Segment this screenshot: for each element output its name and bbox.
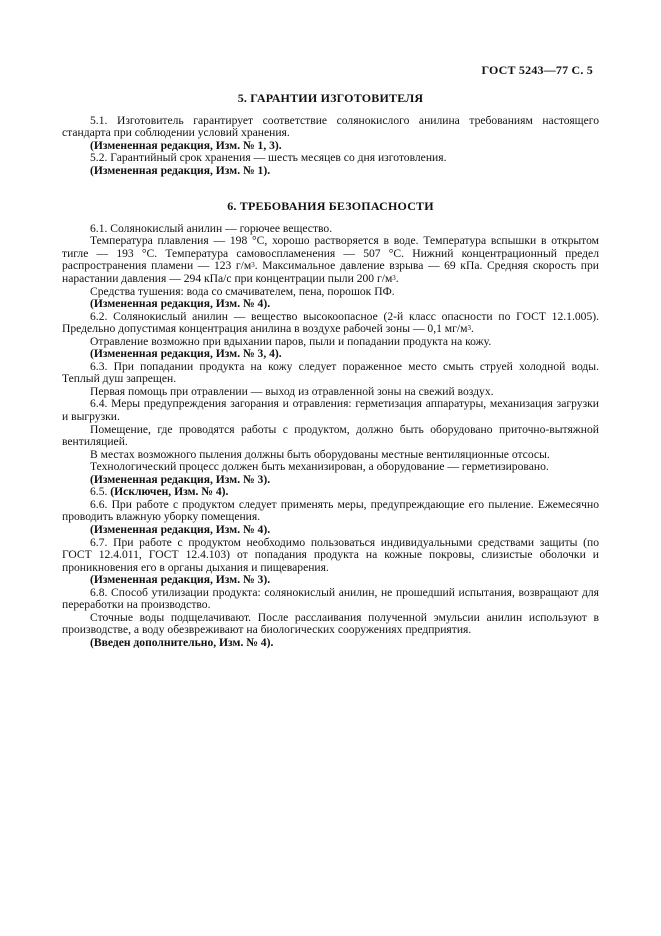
- paragraph-6-4: 6.4. Меры предупреждения загорания и отравления: герметизация аппаратуры, механизация загрузки и выгрузки.: [62, 397, 599, 424]
- properties-text-c: .: [395, 272, 399, 286]
- section-5-title: 5. ГАРАНТИИ ИЗГОТОВИТЕЛЯ: [237, 91, 424, 105]
- amendment-note: (Измененная редакция, Изм. № 3).: [90, 472, 271, 486]
- paragraph-extinguishing: Средства тушения: вода со смачивателем, пена, порошок ПФ.: [90, 284, 395, 298]
- paragraph-poisoning: Отравление возможно при вдыхании паров, пыли и попадании продукта на кожу.: [90, 334, 492, 348]
- superscript: 3: [392, 274, 396, 283]
- paragraph-wastewater: Сточные воды подщелачивают. После расслаивания полученной эмульсии анилин используют в производстве, а воду обезвреживают на биологических сооружениях предприятия.: [62, 610, 599, 637]
- amendment-note: (Измененная редакция, Изм. № 3).: [90, 573, 271, 587]
- document-body: [62, 92, 599, 649]
- paragraph-6-1: 6.1. Солянокислый анилин — горючее вещество.: [90, 221, 333, 235]
- amendment-note: (Измененная редакция, Изм. № 4).: [90, 522, 271, 536]
- paragraph-process: Технологический процесс должен быть механизирован, а оборудование — герметизировано.: [90, 460, 549, 474]
- paragraph-6-3: 6.3. При попадании продукта на кожу следует пораженное место смыть струей холодной воды. Теплый душ запрещен.: [62, 359, 599, 386]
- amendment-note: (Измененная редакция, Изм. № 4).: [90, 297, 271, 311]
- clause-number: 6.5.: [90, 485, 108, 499]
- amendment-note: (Измененная редакция, Изм. № 1).: [90, 163, 271, 177]
- amendment-note: (Измененная редакция, Изм. № 1, 3).: [90, 138, 282, 152]
- section-6-title: 6. ТРЕБОВАНИЯ БЕЗОПАСНОСТИ: [227, 199, 434, 214]
- paragraph-first-aid: Первая помощь при отравлении — выход из отравленной зоны на свежий воздух.: [90, 384, 494, 398]
- paragraph-6-5: [62, 486, 599, 499]
- paragraph-6-2: [62, 311, 599, 336]
- page-header: ГОСТ 5243—77 С. 5: [481, 63, 593, 77]
- superscript: 3: [251, 261, 255, 270]
- paragraph-6-1-properties: [62, 235, 599, 285]
- properties-text-b: . Максимальное давление взрыва — 69 кПа. Средняя скорость при нарастании давления — 294 кПа/с при концентрации пыли 200 г/м: [62, 259, 599, 286]
- paragraph-6-6: 6.6. При работе с продуктом следует применять меры, предупреждающие его пыление. Ежемесячно проводить влажную уборку помещения.: [62, 497, 599, 524]
- properties-text-a: Температура плавления — 198 °С, хорошо растворяется в воде. Температура вспышки в открытом тигле — 193 °С. Температура самовоспламенения — 507 °С. Нижний концентрационный предел распространения пламени — 123 г/м: [62, 234, 599, 273]
- toxicity-text-b: .: [470, 322, 474, 336]
- amendment-note: (Введен дополнительно, Изм. № 4).: [90, 635, 274, 649]
- paragraph-local-exhaust: В местах возможного пыления должны быть оборудованы местные вентиляционные отсосы.: [90, 447, 550, 461]
- superscript: 3: [467, 324, 471, 333]
- paragraph-ventilation: Помещение, где проводятся работы с продуктом, должно быть оборудовано приточно-вытяжной вентиляцией.: [62, 422, 599, 449]
- paragraph-6-7: 6.7. При работе с продуктом необходимо пользоваться индивидуальными средствами защиты (по ГОСТ 12.4.011, ГОСТ 12.4.103) от попадания продукта на кожные покровы, слизистые оболочки и проникновения его в органы дыхания и пищеварения.: [62, 535, 599, 574]
- amendment-note: (Исключен, Изм. № 4).: [110, 485, 229, 499]
- toxicity-text-a: 6.2. Солянокислый анилин — вещество высокоопасное (2-й класс опасности по ГОСТ 12.1.005). Предельно допустимая концентрация анилина в воздухе рабочей зоны — 0,1 мг/м: [62, 309, 599, 336]
- amendment-note: (Измененная редакция, Изм. № 3, 4).: [90, 347, 282, 361]
- paragraph-6-8: 6.8. Способ утилизации продукта: солянокислый анилин, не прошедший испытания, возвращают для переработки на производство.: [62, 585, 599, 612]
- paragraph-5-1: 5.1. Изготовитель гарантирует соответствие солянокислого анилина требованиям настоящего стандарта при соблюдении условий хранения.: [62, 113, 599, 140]
- paragraph-5-2: 5.2. Гарантийный срок хранения — шесть месяцев со дня изготовления.: [90, 151, 447, 165]
